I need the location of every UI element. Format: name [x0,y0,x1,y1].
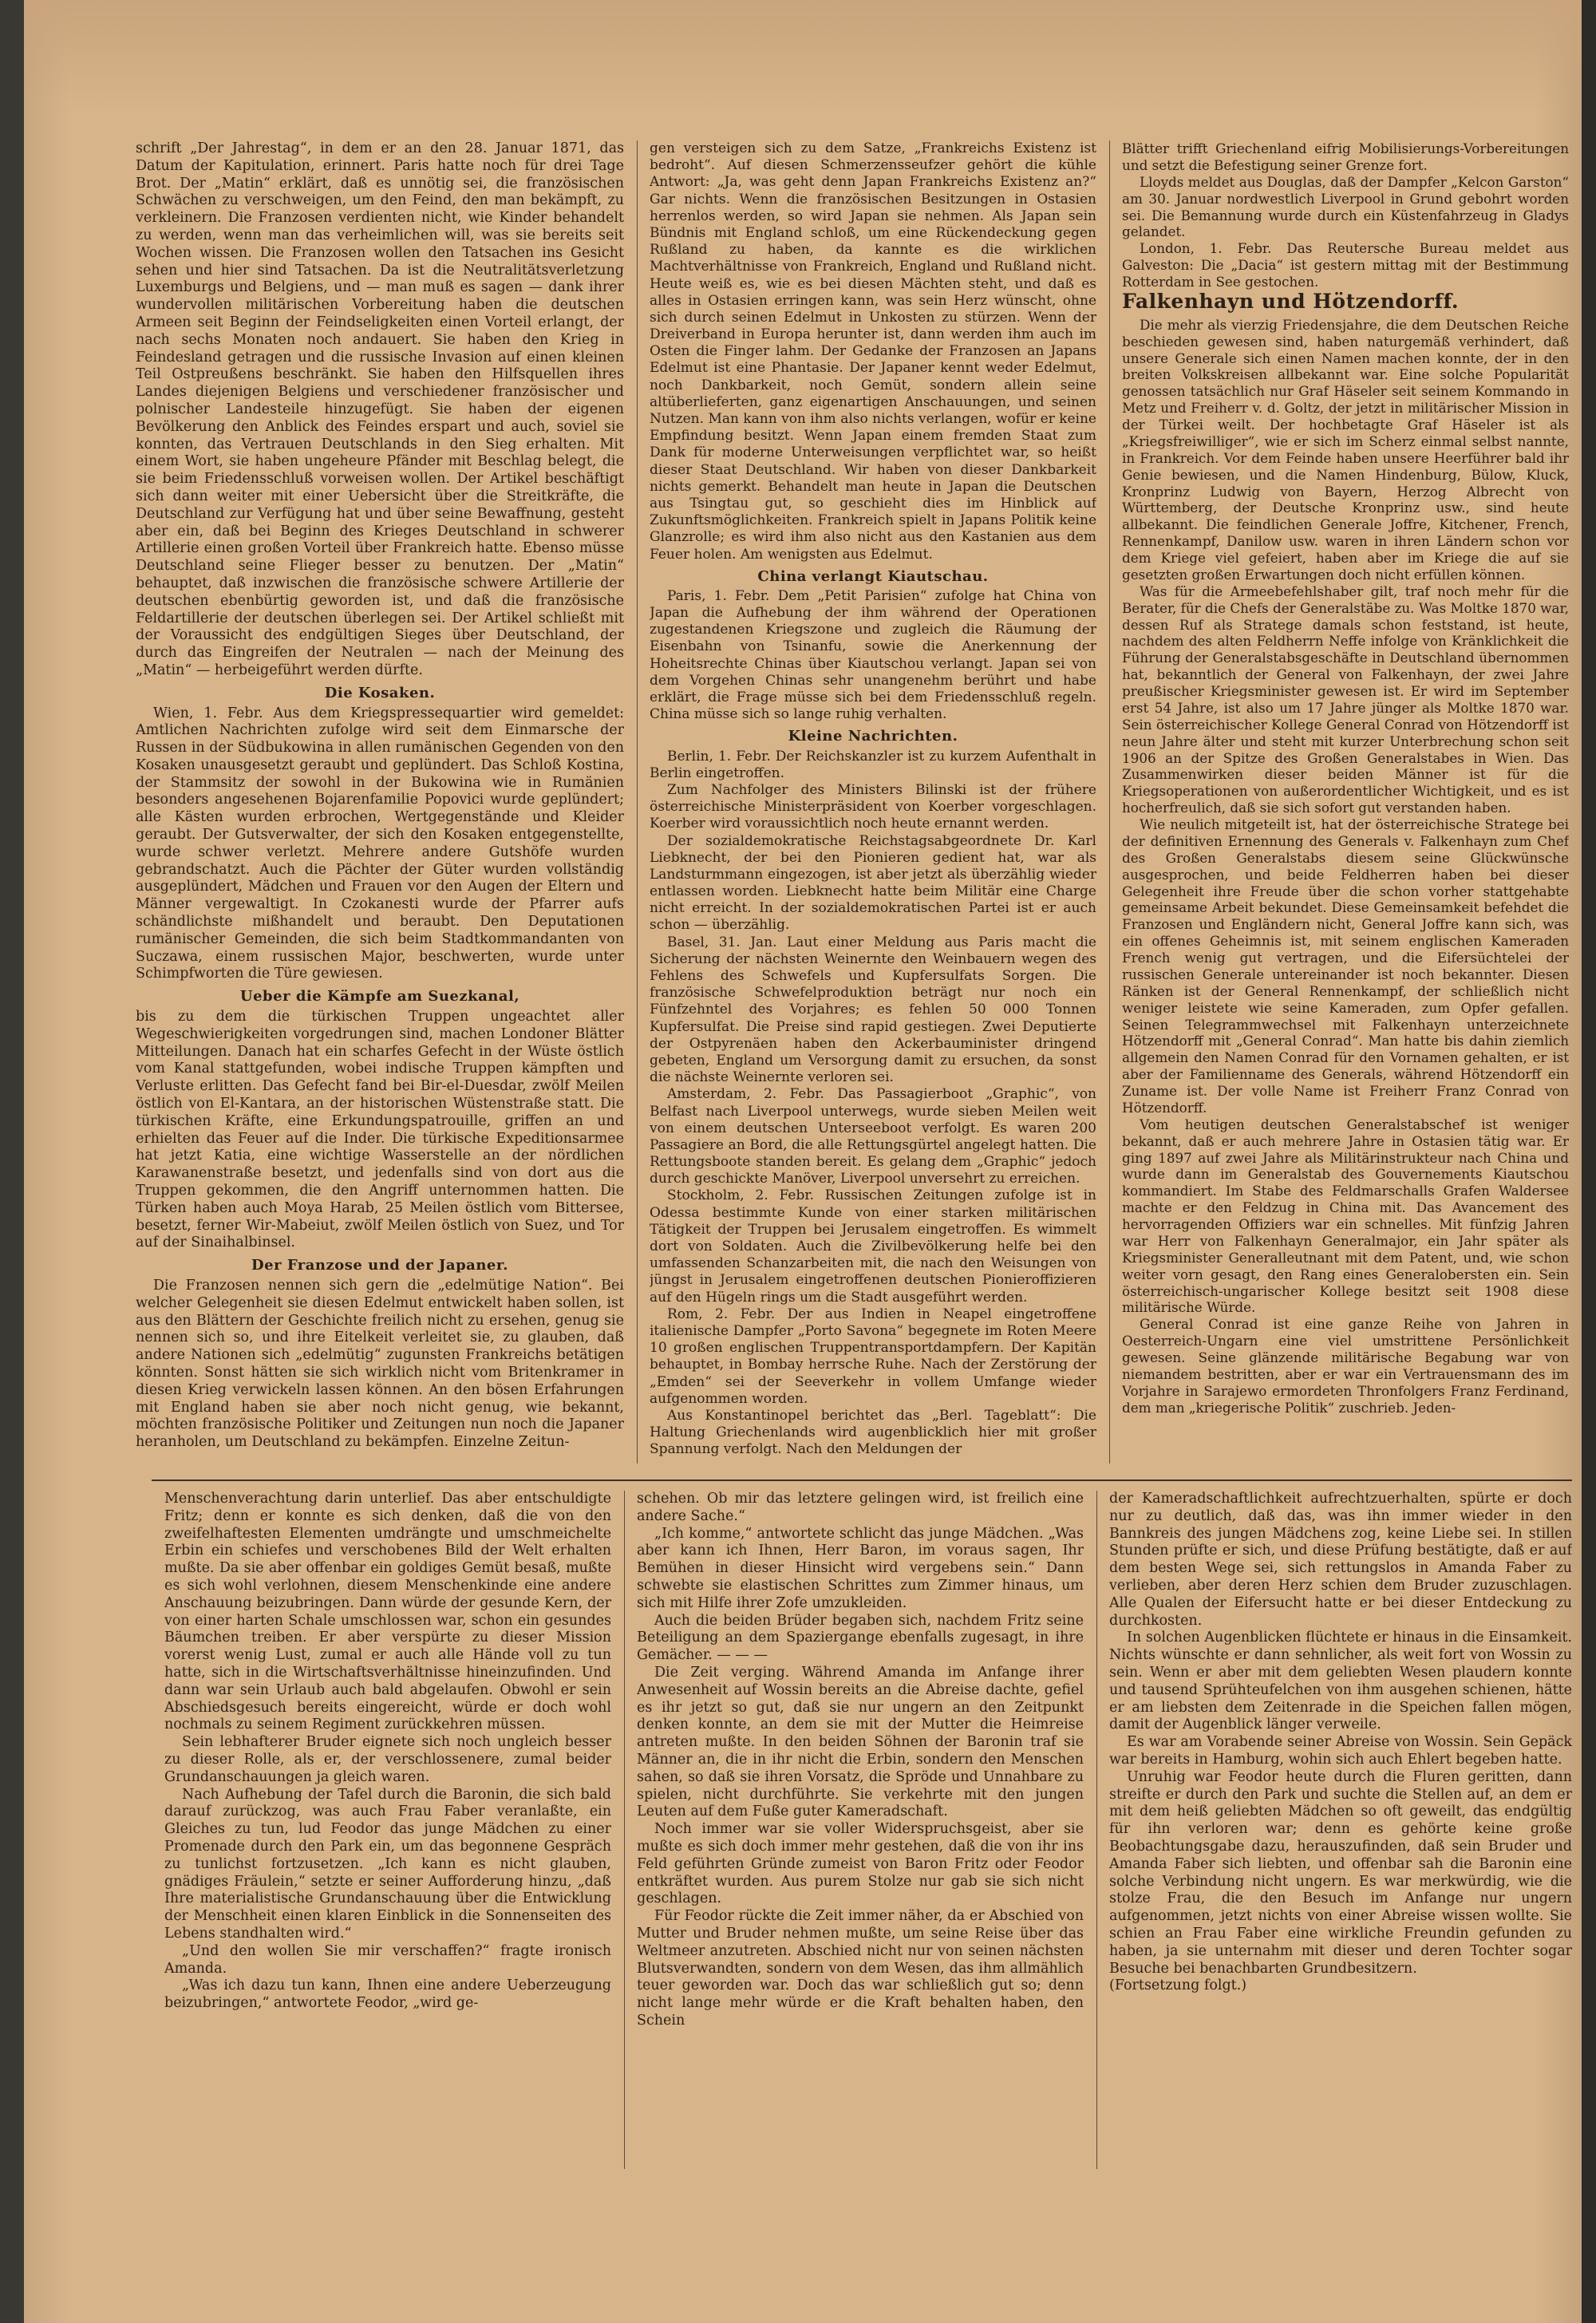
article-paragraph: schrift „Der Jahrestag“, in dem er an den 28. Januar 1871, das Datum der Kapitulation, erinnert. Paris hatte noch für drei Tage Brot. Der „Matin“ erklärt, daß es unnötig sei, die französischen Schwächen zu verschweigen, um den Feind, den man bekämpft, zu verkleinern. Die Franzosen verdienten nicht, wie Kinder behandelt zu werden, wenn man das verheimlichen will, was sie bereits seit Wochen wissen. Die Franzosen wollen den Tatsachen ins Gesicht sehen und hier sind Tatsachen. Da ist die Neutralitätsverletzung Luxemburgs und Belgiens, und — man muß es sagen — dank ihrer wundervollen militärischen Vorbereitung haben die deutschen Armeen seit Beginn der Feindseligkeiten einen Vorteil erlangt, der nach sechs Monaten noch andauert. Sie haben den Krieg in Feindesland getragen und die russische Invasion auf einen kleinen Teil Ostpreußens beschränkt. Sie haben den Hilfsquellen ihres Landes diejenigen Belgiens und verschiedener französischer und polnischer Landesteile hinzugefügt. Sie haben der eigenen Bevölkerung den Anblick des Feindes erspart und auch, soviel sie konnten, das Vertrauen Deutschlands in den Sieg erhalten. Mit einem Wort, sie haben ungeheure Pfänder mit Beschlag belegt, die sie beim Friedensschluß vorweisen wollen. Der Artikel beschäftigt sich dann weiter mit einer Uebersicht über die Streitkräfte, die Deutschland zur Verfügung hat und über seine Bewaffnung, gesteht aber ein, daß bei Beginn des Krieges Deutschland in schwerer Artillerie einen großen Vorteil über Frankreich hatte. Ebenso müsse Deutschland seine Flieger besser zu benutzen. Der „Matin“ behauptet, daß inzwischen die französische schwere Artillerie der deutschen ebenbürtig geworden ist, und daß die französische Feldartillerie der deutschen überlegen sei. Der Artikel schließt mit der Voraussicht des endgültigen Sieges über Deutschland, der durch das Eingreifen der Neutralen — nach der Meinung des „Matin“ — herbeigeführt werden dürfte. [136,140,624,678]
bottom-column-3 [1109,1491,1572,2177]
article-paragraph: Die mehr als vierzig Friedensjahre, die dem Deutschen Reiche beschieden gewesen sind, haben naturgemäß verhindert, daß unsere Generale sich einen Namen machen konnte, der in den breiten Volkskreisen allbekannt war. Eine solche Popularität genossen tatsächlich nur Graf Häseler seit seinem Kommando in Metz und Freiherr v. d. Goltz, der jetzt in militärischer Mission in der Türkei weilt. Der hochbetagte Graf Häseler ist als „Kriegsfreiwilliger“, wie er sich im Scherz einmal selbst nannte, in Frankreich. Vor dem Feinde haben unsere Heerführer bald ihr Genie bewiesen, und die Namen Hindenburg, Bülow, Kluck, Kronprinz Ludwig von Bayern, Herzog Albrecht von Württemberg, der Deutsche Kronprinz usw., sind heute allbekannt. Die feindlichen Generale Joffre, Kitchener, French, Rennenkampf, Danilow usw. waren in ihren Ländern schon vor dem Kriege viel gefeiert, haben aber im Kriege die auf sie gesetzten großen Erwartungen doch nicht erfüllen können. [1122,316,1569,583]
article-paragraph: Es war am Vorabende seiner Abreise von Wossin. Sein Gepäck war bereits in Hamburg, wohin sich auch Ehlert begeben hatte. [1109,1734,1572,1768]
article-headline: Falkenhayn und Hötzendorff. [1122,289,1460,313]
article-paragraph: Die Zeit verging. Während Amanda im Anfange ihrer Anwesenheit auf Wossin bereits an die Abreise dachte, gefiel es ihr jetzt so gut, daß sie nur ungern an den Zeitpunkt denken konnte, an dem sie mit der Mutter die Heimreise antreten mußte. In den beiden Söhnen der Baronin traf sie Männer an, die in ihr nicht die Erbin, sondern den Menschen sahen, so daß sie ihren Vorsatz, die Spröde und Unnahbare zu spielen, nicht durchführte. Sie verkehrte mit den jungen Leuten auf dem Fuße guter Kameradschaft. [637,1664,1084,1820]
article-paragraph: Noch immer war sie voller Widerspruchsgeist, aber sie mußte es sich doch immer mehr gestehen, daß die von ihr ins Feld geführten Gründe zumeist von Baron Fritz oder Feodor entkräftet wurden. Aus purem Stolze nur gab sie sich nicht geschlagen. [637,1821,1084,1907]
article-paragraph: der Kameradschaftlichkeit aufrechtzuerhalten, spürte er doch nur zu deutlich, daß das, was ihn immer wieder in den Bannkreis des jungen Mädchens zog, keine Liebe sei. In stillen Stunden prüfte er sich, und diese Prüfung bestätigte, daß er auf dem besten Wege sei, sich rettungslos in Amanda Faber zu verlieben, aber deren Herz schien dem Bruder zuzuschlagen. Alle Qualen der Eifersucht hatte er bei dieser Entdeckung zu durchkosten. [1109,1491,1572,1629]
section-heading: Ueber die Kämpfe am Suezkanal, [239,988,520,1005]
top-column-3 [1122,140,1569,1465]
bottom-column-2 [637,1491,1084,2177]
article-paragraph: Berlin, 1. Febr. Der Reichskanzler ist zu kurzem Aufenthalt in Berlin eingetroffen. [650,748,1096,781]
article-paragraph: „Was ich dazu tun kann, Ihnen eine andere Ueberzeugung beizubringen,“ antwortete Feodor, „wird ge- [164,1977,611,2012]
article-paragraph: Unruhig war Feodor heute durch die Fluren geritten, dann streifte er durch den Park und suchte die Stellen auf, an dem er mit dem heiß geliebten Mädchen so oft geweilt, das endgültig für ihn verloren war; denn es gehörte keine große Beobachtungsgabe dazu, herauszufinden, daß sein Bruder und Amanda Faber sich liebten, und offenbar sah die Baronin eine solche Verbindung nicht ungern. Es war merkwürdig, wie die stolze Frau, die den Besuch im Anfange nur ungern aufgenommen, jetzt nichts von einer Abreise wissen wollte. Sie schien an Frau Faber eine wirkliche Freundin gefunden zu haben, ja sie unternahm mit dieser und deren Tochter sogar Besuche bei benachbarten Grundbesitzern. [1109,1768,1572,1977]
article-paragraph: Für Feodor rückte die Zeit immer näher, da er Abschied von Mutter und Bruder nehmen mußte, um seine Reise über das Weltmeer anzutreten. Abschied nicht nur von seinen nächsten Blutsverwandten, sondern von dem Wesen, das ihm allmählich teuer geworden war. Doch das war schließlich gut so; denn nicht lange mehr würde er die Kraft behalten haben, den Schein [637,1908,1084,2029]
article-paragraph: gen versteigen sich zu dem Satze, „Frankreichs Existenz ist bedroht“. Auf diesen Schmerzensseufzer gehört die kühle Antwort: „Ja, was geht denn Japan Frankreichs Existenz an?“ Gar nichts. Wenn die französischen Besitzungen in Ostasien herrenlos werden, so wird Japan sie nehmen. Als Japan sein Bündnis mit England schloß, um eine Rückendeckung gegen Rußland zu haben, da kannte es die wirklichen Machtverhältnisse von Frankreich, England und Rußland nicht. Heute weiß es, wie es bei diesen Mächten steht, und daß es alles in Ostasien erringen kann, was sein Herz wünscht, ohne sich durch seinen Edelmut in Unkosten zu stürzen. Wenn der Dreiverband in Europa herunter ist, dann werden ihm auch im Osten die Finger lahm. Der Gedanke der Franzosen an Japans Edelmut ist eine Phantasie. Der Japaner kennt weder Edelmut, noch Dankbarkeit, noch Gemüt, sondern allein seine altüberlieferten, ganz eigenartigen Anschauungen, und seinen Nutzen. Man kann von ihm also nichts verlangen, wofür er keine Empfindung besitzt. Wenn Japan einem fremden Staat zum Dank für moderne Unterweisungen verpflichtet war, so heißt dieser Staat Deutschland. Wir haben von dieser Dankbarkeit nichts gemerkt. Behandelt man heute in Japan die Deutschen aus Tsingtau gut, so geschieht dies im Hinblick auf Zukunftsmöglichkeiten. Frankreich spielt in Japans Politik keine Glanzrolle; es wird ihm also nicht aus den Kastanien aus dem Feuer holen. Am wenigsten aus Edelmut. [650,140,1096,563]
article-paragraph: Basel, 31. Jan. Laut einer Meldung aus Paris macht die Sicherung der nächsten Weinernte den Weinbauern wegen des Fehlens des Schwefels und Kupfersulfats Sorgen. Die französische Schwefelproduktion beträgt nur noch ein Fünfzehntel des Vorjahres; es fehlen 50 000 Tonnen Kupfersulfat. Die Preise sind rapid gestiegen. Zwei Deputierte der Ostpyrenäen haben den Ackerbauminister dringend gebeten, England um Versorgung damit zu ersuchen, da sonst die nächste Weinernte verloren sei. [650,934,1096,1086]
article-paragraph: Lloyds meldet aus Douglas, daß der Dampfer „Kelcon Garston“ am 30. Januar nordwestlich Liverpool in Grund gebohrt worden sei. Die Bemannung wurde durch ein Küstenfahrzeug in Gladys gelandet. [1122,173,1569,240]
article-paragraph: Blätter trifft Griechenland eifrig Mobilisierungs-Vorbereitungen und setzt die Befestigung seiner Grenze fort. [1122,140,1569,173]
article-paragraph: bis zu dem die türkischen Truppen ungeachtet aller Wegeschwierigkeiten vorgedrungen sind, machen Londoner Blätter Mitteilungen. Danach hat ein scharfes Gefecht in der Wüste östlich vom Kanal stattgefunden, wobei indische Truppen kämpften und Verluste erlitten. Das Gefecht fand bei Bir-el-Duesdar, zwölf Meilen östlich von El-Kantara, an der historischen Wüstenstraße statt. Die türkischen Kräfte, eine Erkundungspatrouille, griffen an und erhielten das Feuer auf die Inder. Die türkische Expeditionsarmee hat jetzt Katia, eine wichtige Wasserstelle an der nördlichen Karawanenstraße besetzt, und jedenfalls sind von dort aus die Truppen gekommen, die den Angriff unternommen hatten. Die Türken haben auch Moya Harab, 25 Meilen östlich vom Bittersee, besetzt, ferner Wir-Mabeiut, zwölf Meilen östlich von Suez, und Tor auf der Sinaihalbinsel. [136,1009,624,1251]
section-heading: China verlangt Kiautschau. [757,567,989,585]
article-paragraph: Vom heutigen deutschen Generalstabschef ist weniger bekannt, daß er auch mehrere Jahre in Ostasien tätig war. Er ging 1897 auf zwei Jahre als Militärinstrukteur nach China und wurde dann im Generalstab des Gouvernements Kiautschou kommandiert. Im Stabe des Feldmarschalls Grafen Waldersee machte er den Feldzug in China mit. Das Avancement des hervorragenden Offiziers war ein schnelles. Mit fünfzig Jahren war Herr von Falkenhayn Generalmajor, ein Jahr später als Kriegsminister Generalleutnant mit dem Patent, und, wie schon weiter vorn gesagt, den Rang eines Generalobersten ein. Sein österreichisch-ungarischer Kollege besitzt seit 1908 diese militärische Würde. [1122,1116,1569,1316]
article-paragraph: Sein lebhafterer Bruder eignete sich noch ungleich besser zu dieser Rolle, als er, der verschlossenere, zumal beider Grundanschauungen ja gleich waren. [164,1734,611,1785]
bottom-column-1 [164,1491,611,2177]
article-paragraph: Die Franzosen nennen sich gern die „edelmütige Nation“. Bei welcher Gelegenheit sie diesen Edelmut entwickelt haben sollen, ist aus den Blättern der Geschichte freilich nicht zu ersehen, genug sie nennen sich so, und ihre Eitelkeit verleitet sie, zu glauben, daß andere Nationen sich „edelmütig“ zugunsten Frankreichs betätigen könnten. Sonst hätten sie sich wirklich nicht vom Britenkramer in diesen Krieg verwickeln lassen können. An den bösen Erfahrungen mit England haben sie aber noch nicht genug, wie bekannt, möchten französische Politiker und Zeitungen nun noch die Japaner heranholen, um Deutschland zu bekämpfen. Einzelne Zeitun- [136,1278,624,1451]
top-column-2 [650,140,1096,1465]
section-separator [152,1480,1572,1481]
article-paragraph: Nach Aufhebung der Tafel durch die Baronin, die sich bald darauf zurückzog, was auch Frau Faber veranlaßte, ein Gleiches zu tun, lud Feodor das junge Mädchen zu einer Promenade durch den Park ein, um das begonnene Gespräch zu tunlichst fortzusetzen. „Ich kann es nicht glauben, gnädiges Fräulein,“ setzte er seiner Aufforderung hinzu, „daß Ihre materialistische Grundanschauung über die Entwicklung der Menschheit einen klaren Einblick in die Sonnenseiten des Lebens standhalten wird.“ [164,1786,611,1942]
article-paragraph: schehen. Ob mir das letztere gelingen wird, ist freilich eine andere Sache.“ [637,1491,1084,1524]
article-paragraph: Stockholm, 2. Febr. Russischen Zeitungen zufolge ist in Odessa bestimmte Kunde von einer starken militärischen Tätigkeit der Truppen bei Jerusalem eingetroffen. Es wimmelt dort von Soldaten. Auch die Zivilbevölkerung helfe bei den umfassenden Schanzarbeiten mit, die nach den Weisungen von jüngst in Jerusalem eingetroffenen deutschen Pionieroffizieren auf den Hügeln rings um die Stadt ausgeführt werden. [650,1187,1096,1306]
newspaper-page [24,0,1582,2323]
article-paragraph: Auch die beiden Brüder begaben sich, nachdem Fritz seine Beteiligung an dem Spaziergange ebenfalls zugesagt, in ihre Gemächer. — — — [637,1612,1084,1664]
article-paragraph: (Fortsetzung folgt.) [1109,1977,1247,1994]
section-heading: Die Kosaken. [324,684,436,701]
column-divider [637,140,638,1464]
article-paragraph: In solchen Augenblicken flüchtete er hinaus in die Einsamkeit. Nichts wünschte er dann sehnlicher, als weit fort von Wossin zu sein. Wenn er aber mit dem geliebten Wesen plaudern konnte und tausend Sprühteufelchen von ihm ausgehen schienen, hätte er am liebsten dem Zeitenrade in die Speichen fallen mögen, damit der Augenblick länger verweile. [1109,1630,1572,1733]
column-divider [624,1491,625,2169]
article-paragraph: Der sozialdemokratische Reichstagsabgeordnete Dr. Karl Liebknecht, der bei den Pionieren gedient hat, war als Landsturmmann eingezogen, ist aber jetzt als überzählig wieder entlassen worden. Liebknecht hatte beim Militär eine Charge nicht erreicht. In der sozialdemokratischen Partei ist er auch schon — überzählig. [650,832,1096,934]
book-binding [0,0,24,2323]
section-heading: Der Franzose und der Japaner. [251,1257,508,1274]
column-divider [1109,140,1110,1464]
article-paragraph: Wien, 1. Febr. Aus dem Kriegspressequartier wird gemeldet: Amtlichen Nachrichten zufolge wird seit dem Einmarsche der Russen in der Südbukowina in allen rumänischen Gegenden von den Kosaken unausgesetzt geraubt und geplündert. Das Schloß Kostina, der Stammsitz der sowohl in der Bukowina wie in Rumänien besonders angesehenen Bojarenfamilie Popovici wurde geplündert; alle Kästen wurden erbrochen, Wertgegenstände und Kleider geraubt. Der Gutsverwalter, der sich den Kosaken entgegenstellte, wurde schwer verletzt. Mehrere andere Gutshöfe wurden gebrandschatzt. Auch die Pächter der Güter wurden vollständig ausgeplündert, Mädchen und Frauen vor den Augen der Eltern und Männer vergewaltigt. In Czokanesti wurde der Pfarrer aufs schändlichste mißhandelt und beraubt. Den Deputationen rumänischer Gemeinden, die sich beim Stadtkommandanten von Suczawa, einem russischen Major, beschwerten, wurde unter Schimpfworten die Türe gewiesen. [136,705,624,982]
article-paragraph: General Conrad ist eine ganze Reihe von Jahren in Oesterreich-Ungarn eine viel umstrittene Persönlichkeit gewesen. Seine glänzende militärische Begabung war von niemandem bestritten, aber er war ein Vertrauensmann des im Vorjahre in Sarajewo ermordeten Thronfolgers Franz Ferdinand, dem man „kriegerische Politik“ zuschrieb. Jeden- [1122,1316,1569,1416]
article-paragraph: Menschenverachtung darin unterlief. Das aber entschuldigte Fritz; denn er konnte es sich denken, daß die von den zweifelhaftesten Elementen umdrängte und umschmeichelte Erbin ein schiefes und verschobenes Bild der Welt erhalten mußte. Da sie aber offenbar ein goldiges Gemüt besaß, mußte es sich wohl verlohnen, diesem Menschenkinde eine andere Anschauung beizubringen. Dann würde der gesunde Kern, der von einer harten Schale umschlossen war, schon ein gesundes Bäumchen treiben. Er aber verspürte zu dieser Mission vorerst wenig Lust, zumal er auch alle Hände voll zu tun hatte, sich in die Wirtschaftsverhältnisse hineinzufinden. Und dann war sein Urlaub auch bald abgelaufen. Obwohl er sein Abschiedsgesuch bereits eingereicht, würde er doch wohl nochmals zu seinem Regiment zurückkehren müssen. [164,1491,611,1733]
article-paragraph: „Ich komme,“ antwortete schlicht das junge Mädchen. „Was aber kann ich Ihnen, Herr Baron, im voraus sagen, Ihr Bemühen in dieser Hinsicht wird vergebens sein.“ Dann schwebte sie elastischen Schrittes zum Zimmer hinaus, um sich mit Hilfe ihrer Zofe umzukleiden. [637,1525,1084,1611]
column-divider [1096,1491,1097,2169]
article-paragraph: London, 1. Febr. Das Reutersche Bureau meldet aus Galveston: Die „Dacia“ ist gestern mittag mit der Bestimmung Rotterdam in See gestochen. [1122,240,1569,290]
article-paragraph: Was für die Armeebefehlshaber gilt, traf noch mehr für die Berater, für die Chefs der Generalstäbe zu. Was Moltke 1870 war, dessen Ruf als Stratege damals schon feststand, ist heute, nachdem des alten Feldherrn Neffe infolge von Kränklichkeit die Führung der Generalstabsgeschäfte in Deutschland übernommen hat, bekanntlich der General von Falkenhayn, der zwei Jahre preußischer Kriegsminister gewesen ist. Er wird im September erst 54 Jahre, ist also um 17 Jahre jünger als Moltke 1870 war. Sein österreichischer Kollege General Conrad von Hötzendorff ist neun Jahre älter und steht mit kurzer Unterbrechung schon seit 1906 an der Spitze des Großen Generalstabes in Wien. Das Zusammenwirken dieser beiden Männer ist für die Kriegsoperationen von außerordentlicher Wichtigkeit, und es ist hocherfreulich, daß sie sich sofort gut verstanden haben. [1122,583,1569,816]
article-paragraph: Amsterdam, 2. Febr. Das Passagierboot „Graphic“, von Belfast nach Liverpool unterwegs, wurde sieben Meilen weit von einem deutschen Unterseeboot verfolgt. Es waren 200 Passagiere an Bord, die alle Rettungsgürtel angelegt hatten. Die Rettungsboote standen bereit. Es gelang dem „Graphic“ jedoch durch geschickte Manöver, Liverpool unversehrt zu erreichen. [650,1086,1096,1187]
article-paragraph: „Und den wollen Sie mir verschaffen?“ fragte ironisch Amanda. [164,1942,611,1977]
article-paragraph: Zum Nachfolger des Ministers Bilinski ist der frühere österreichische Ministerpräsident von Koerber vorgeschlagen. Koerber wird voraussichtlich noch heute ernannt werden. [650,781,1096,832]
article-paragraph: Paris, 1. Febr. Dem „Petit Parisien“ zufolge hat China von Japan die Aufhebung der ihm während der Operationen zugestandenen Kriegszone und zugleich die Räumung der Eisenbahn von Tsinanfu, sowie die Anerkennung der Hoheitsrechte Chinas über Kiautschou verlangt. Japan sei von dem Vorgehen Chinas sehr unangenehm berührt und habe erklärt, die Frage müsse sich bei dem Friedensschluß regeln. China müsse sich so lange ruhig verhalten. [650,587,1096,723]
article-paragraph: Wie neulich mitgeteilt ist, hat der österreichische Stratege bei der definitiven Ernennung des Generals v. Falkenhayn zum Chef des Großen Generalstabs diesem seine Glückwünsche ausgesprochen, und beide Feldherren haben bei dieser Gelegenheit ihre Freude über die schon vorher stattgehabte gemeinsame Arbeit bekundet. Diese Gemeinsamkeit befehdet die Franzosen und Engländern nicht, General Joffre kann sich, was ein offenes Geheimnis ist, mit seinem englischen Kameraden French wenig gut vertragen, und die Eifersüchtelei der russischen Generale untereinander ist noch bekannter. Diesen Ränken ist der General Rennenkampf, der schließlich nicht weniger leistete wie seine Kameraden, zum Opfer gefallen. Seinen Telegrammwechsel mit Falkenhayn unterzeichnete Hötzendorff mit „General Conrad“. Man hatte bis dahin ziemlich allgemein den Namen Conrad für den Vornamen gehalten, er ist aber der Familienname des Generals, während Hötzendorff ein Zuname ist. Der volle Name ist Freiherr Franz Conrad von Hötzendorff. [1122,816,1569,1116]
article-paragraph: Rom, 2. Febr. Der aus Indien in Neapel eingetroffene italienische Dampfer „Porto Savona“ begegnete im Roten Meere 10 großen englischen Truppentransportdampfern. Der Kapitän behauptet, in Bombay herrsche Ruhe. Nach der Zerstörung der „Emden“ sei der Seeverkehr in vollem Umfange wieder aufgenommen worden. [650,1306,1096,1407]
top-column-1 [136,140,624,1465]
section-heading: Kleine Nachrichten. [788,728,958,745]
page-edge-shadow [24,0,1582,112]
article-paragraph: Aus Konstantinopel berichtet das „Berl. Tageblatt“: Die Haltung Griechenlands wird augenblicklich hier mit großer Spannung verfolgt. Nach den Meldungen der [650,1407,1096,1458]
